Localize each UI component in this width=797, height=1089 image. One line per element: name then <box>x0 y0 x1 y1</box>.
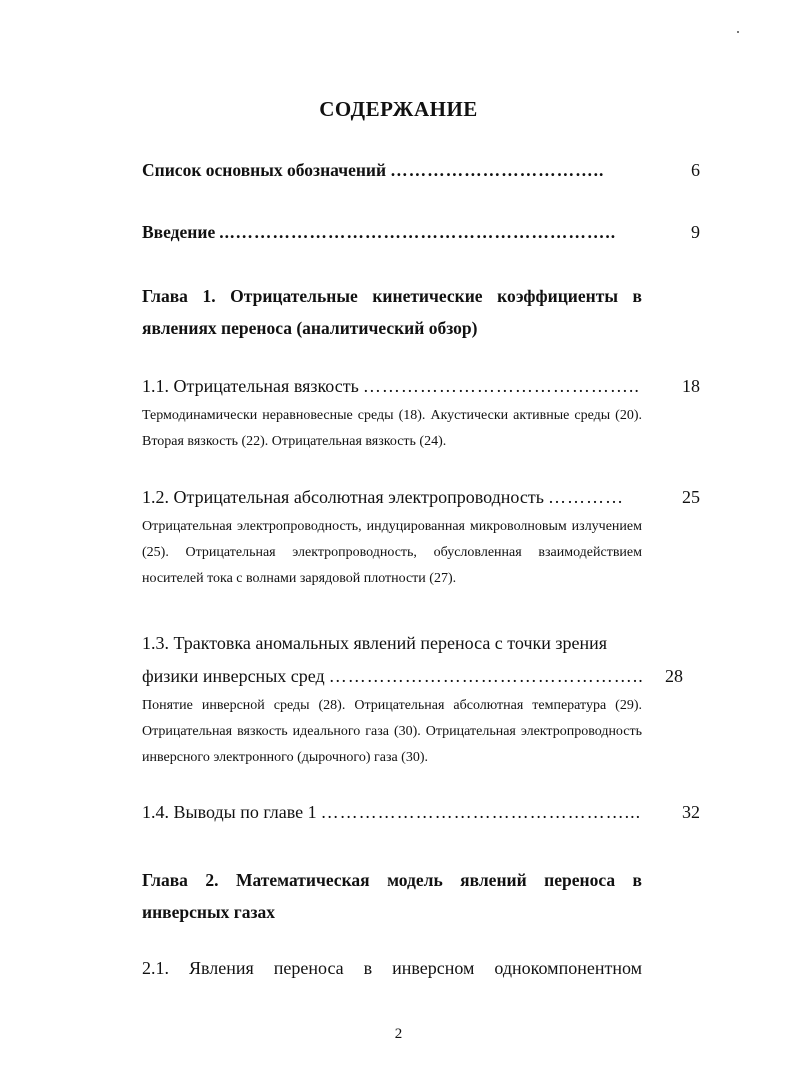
toc-page-number: 28 <box>665 666 683 686</box>
toc-entry-label: 1.2. Отрицательная абсолютная электропроводность <box>142 487 544 507</box>
toc-entry-label: Введение <box>142 222 216 242</box>
toc-leader-dots: ………………………………………….. <box>328 666 644 686</box>
toc-entry-notation[interactable] <box>142 160 700 181</box>
toc-leader-dots: ………… <box>547 487 624 507</box>
toc-entry-label: 1.1. Отрицательная вязкость <box>142 376 359 396</box>
toc-entry-subtopics: Термодинамически неравновесные среды (18). Акустически активные среды (20). Вторая вязкость (22). Отрицательная вязкость (24). <box>142 408 642 449</box>
toc-entry-1-4[interactable] <box>142 802 700 823</box>
toc-entry-intro[interactable] <box>142 222 700 243</box>
toc-entry-1-3[interactable] <box>142 628 700 771</box>
page-title: СОДЕРЖАНИЕ <box>319 97 478 121</box>
scan-speck <box>737 31 739 33</box>
toc-entry-2-1[interactable] <box>142 958 700 979</box>
toc-entry-label: 1.4. Выводы по главе 1 <box>142 802 317 822</box>
toc-entry-label: физики инверсных сред <box>142 666 325 686</box>
toc-page-number: 6 <box>691 160 700 180</box>
page-number-footer: 2 <box>394 1026 403 1042</box>
toc-page-number: 25 <box>682 487 700 507</box>
toc-entry-label-line1: 1.3. Трактовка аномальных явлений переноса с точки зрения <box>142 633 608 653</box>
toc-entry-1-2[interactable] <box>142 487 700 592</box>
toc-entry-1-1[interactable] <box>142 376 700 455</box>
toc-leader-dots: …………………………………….. <box>362 376 640 396</box>
toc-page-number: 32 <box>682 802 700 822</box>
toc-page-number: 18 <box>682 376 700 396</box>
toc-leader-dots: …………………………….. <box>390 160 605 180</box>
toc-entry-subtopics: Понятие инверсной среды (28). Отрицательная абсолютная температура (29). Отрицательная вязкость идеального газа (30). Отрицательная электропроводность инверсного электронного (дырочного) газа (30). <box>142 698 642 765</box>
chapter-2-heading[interactable]: Глава 2. Математическая модель явлений переноса в инверсных газах <box>142 870 642 922</box>
toc-leader-dots: ...…………………………………………………….. <box>219 222 617 242</box>
toc-leader-dots: …………………………………………... <box>320 802 642 822</box>
toc-entry-subtopics: Отрицательная электропроводность, индуцированная микроволновым излучением (25). Отрицательная электропроводность, обусловленная взаимодействием носителей тока с волнами зарядовой плотности (27). <box>142 519 642 586</box>
toc-page-number: 9 <box>691 222 700 242</box>
chapter-1-heading[interactable]: Глава 1. Отрицательные кинетические коэффициенты в явлениях переноса (аналитический обзор) <box>142 286 642 338</box>
toc-entry-label: Список основных обозначений <box>142 160 387 180</box>
toc-entry-label-line1: 2.1. Явления переноса в инверсном однокомпонентном <box>142 958 642 978</box>
